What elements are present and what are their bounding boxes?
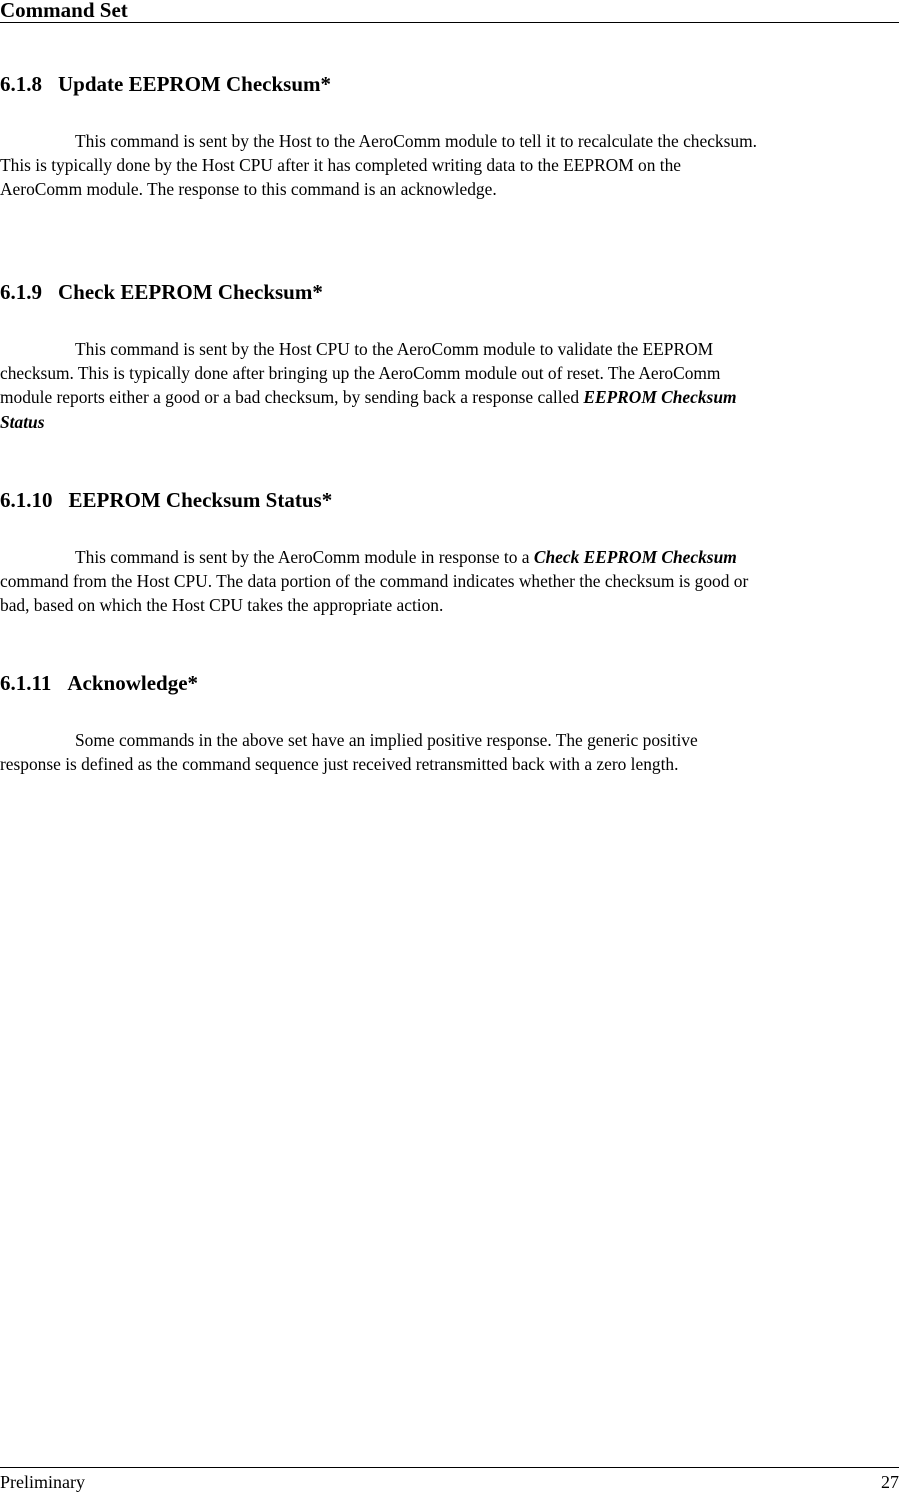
paragraph-line: bad, based on which the Host CPU takes the appropriate action. bbox=[0, 595, 444, 616]
paragraph-line bbox=[0, 545, 899, 569]
section-paragraph bbox=[0, 129, 899, 202]
paragraph-line: Some commands in the above set have an implied positive response. The generic positive bbox=[75, 730, 698, 750]
section-number: 6.1.11 bbox=[0, 671, 52, 695]
paragraph-text: This command is sent by the AeroComm module in response to a bbox=[75, 547, 534, 567]
section-number: 6.1.10 bbox=[0, 488, 53, 512]
paragraph-line: This command is sent by the Host CPU to the AeroComm module to validate the EEPROM bbox=[75, 339, 714, 359]
paragraph-text: module reports either a good or a bad checksum, by sending back a response called bbox=[0, 387, 584, 408]
section-paragraph bbox=[0, 337, 899, 434]
section-heading bbox=[0, 487, 899, 513]
paragraph-line: This command is sent by the Host to the AeroComm module to tell it to recalculate the checksum. bbox=[75, 131, 757, 151]
section-heading bbox=[0, 279, 899, 305]
section-title: Acknowledge* bbox=[67, 671, 199, 695]
section-heading bbox=[0, 71, 899, 97]
paragraph-line: command from the Host CPU. The data portion of the command indicates whether the checksum is good or bbox=[0, 571, 749, 592]
header-title: Command Set bbox=[0, 0, 128, 22]
page-footer bbox=[0, 1467, 899, 1495]
section-title: Update EEPROM Checksum* bbox=[58, 72, 332, 96]
section-title: Check EEPROM Checksum* bbox=[58, 280, 323, 304]
emphasis-response-name-cont: Status bbox=[0, 411, 45, 432]
paragraph-line: checksum. This is typically done after bringing up the AeroComm module out of reset. The AeroComm bbox=[0, 363, 721, 384]
section-number: 6.1.8 bbox=[0, 72, 42, 96]
paragraph-line: This is typically done by the Host CPU after it has completed writing data to the EEPROM on the bbox=[0, 155, 682, 176]
section-number: 6.1.9 bbox=[0, 280, 42, 304]
section-6-1-11 bbox=[0, 670, 899, 776]
paragraph-line: AeroComm module. The response to this command is an acknowledge. bbox=[0, 179, 497, 200]
page-number: 27 bbox=[881, 1472, 899, 1492]
emphasis-response-name: EEPROM Checksum bbox=[583, 387, 737, 408]
paragraph-line: response is defined as the command sequence just received retransmitted back with a zero length. bbox=[0, 754, 679, 775]
emphasis-command-name: Check EEPROM Checksum bbox=[533, 547, 737, 567]
section-heading bbox=[0, 670, 899, 696]
footer-status: Preliminary bbox=[0, 1472, 85, 1492]
paragraph-line bbox=[0, 385, 899, 409]
section-title: EEPROM Checksum Status* bbox=[68, 488, 333, 512]
section-6-1-10 bbox=[0, 487, 899, 618]
section-paragraph bbox=[0, 728, 899, 776]
section-paragraph bbox=[0, 545, 899, 618]
page-header bbox=[0, 0, 899, 23]
section-6-1-9 bbox=[0, 279, 899, 434]
section-6-1-8 bbox=[0, 71, 899, 202]
